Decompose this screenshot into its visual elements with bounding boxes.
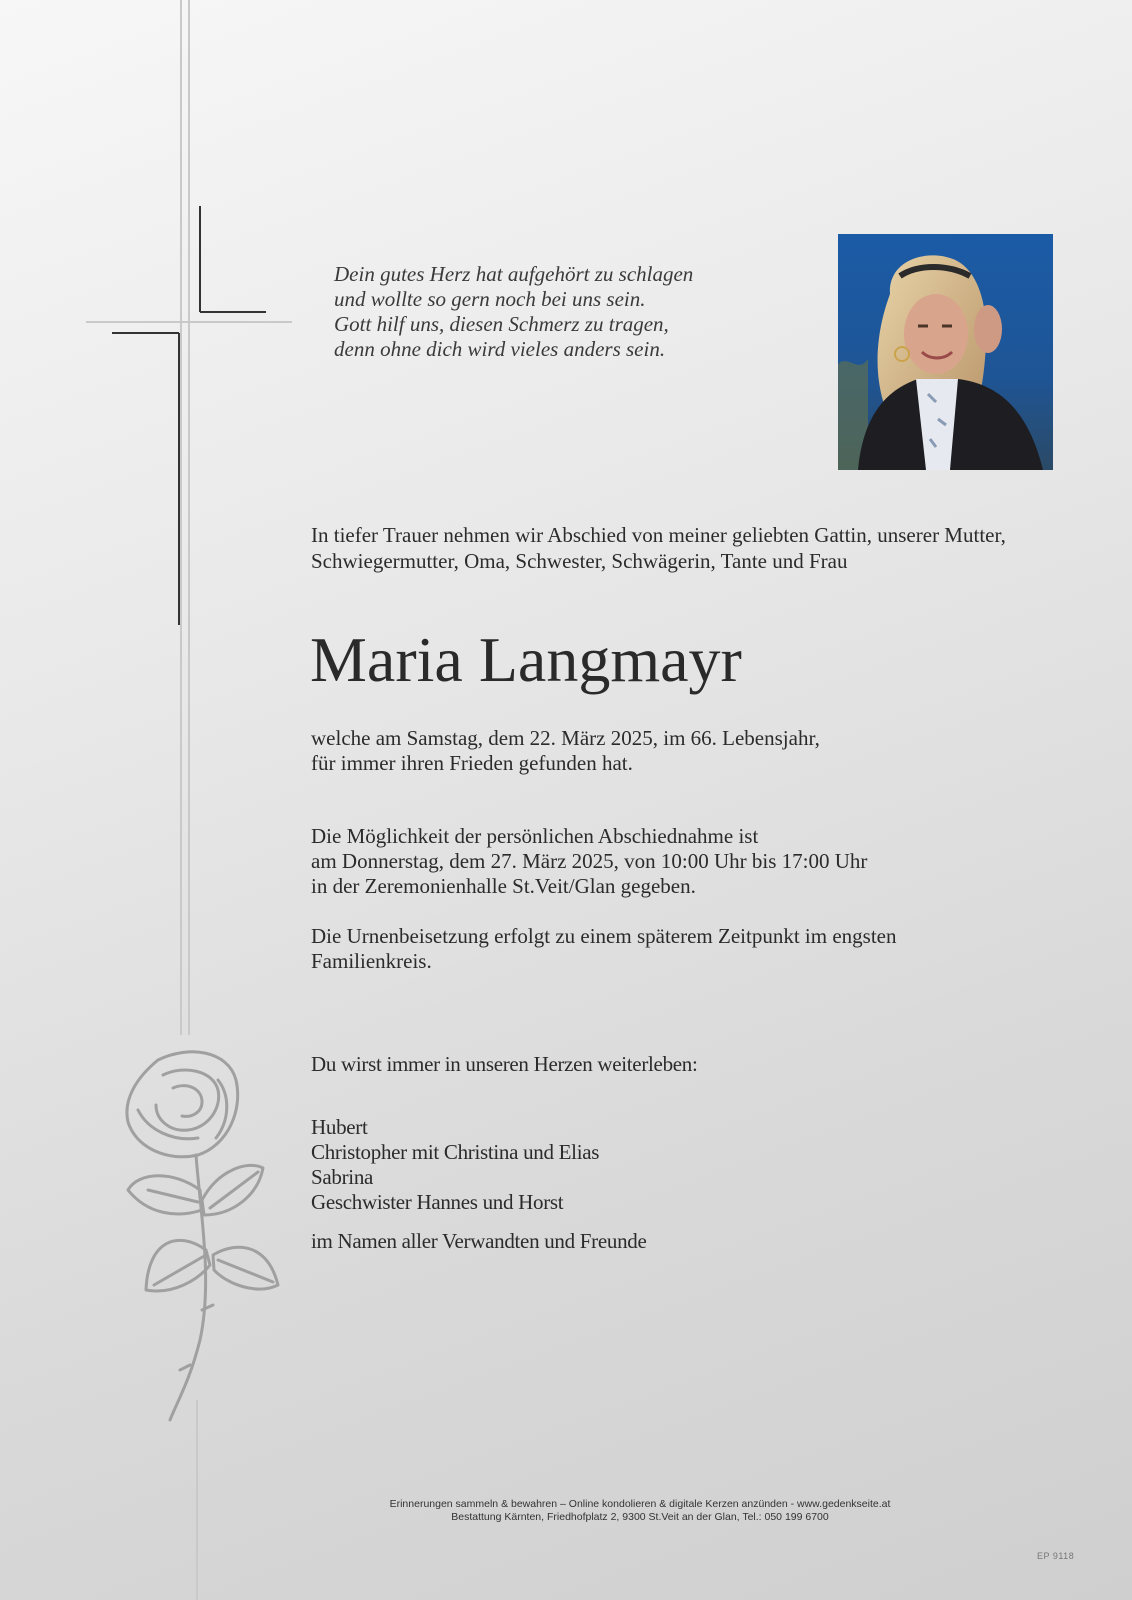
footer-line-address: Bestattung Kärnten, Friedhofplatz 2, 9300 St.Veit an der Glan, Tel.: 050 199 6700 [451, 1511, 829, 1523]
urn-info [311, 924, 1071, 974]
mourning-intro [311, 522, 1111, 574]
verse-line: Gott hilf uns, diesen Schmerz zu tragen, [334, 312, 669, 336]
verse-line: denn ohne dich wird vieles anders sein. [334, 337, 666, 361]
urn-line: Die Urnenbeisetzung erfolgt zu einem späterem Zeitpunkt im engsten [311, 924, 897, 948]
farewell-line: am Donnerstag, dem 27. März 2025, von 10:00 Uhr bis 17:00 Uhr [311, 849, 868, 873]
mourner-item: Sabrina [311, 1165, 374, 1189]
death-notice-line: welche am Samstag, dem 22. März 2025, im 66. Lebensjahr, [311, 726, 820, 750]
farewell-line: Die Möglichkeit der persönlichen Abschiednahme ist [311, 824, 759, 848]
deceased-name: Maria Langmayr [310, 624, 742, 695]
verse-line: und wollte so gern noch bei uns sein. [334, 287, 646, 311]
closing-sentence: Du wirst immer in unseren Herzen weiterleben: [311, 1052, 698, 1076]
mourner-item: Christopher mit Christina und Elias [311, 1140, 600, 1164]
farewell-info [311, 824, 1071, 899]
mourner-item: Geschwister Hannes und Horst [311, 1190, 564, 1214]
farewell-line: in der Zeremonienhalle St.Veit/Glan gegeben. [311, 874, 696, 898]
mourner-item: Hubert [311, 1115, 368, 1139]
memorial-verse [334, 262, 794, 362]
form-code: EP 9118 [1037, 1551, 1075, 1561]
intro-line: In tiefer Trauer nehmen wir Abschied von meiner geliebten Gattin, unserer Mutter, [311, 523, 1006, 547]
portrait-photo [838, 234, 1053, 470]
verse-line: Dein gutes Herz hat aufgehört zu schlagen [334, 262, 694, 286]
urn-line: Familienkreis. [311, 949, 432, 973]
intro-line: Schwiegermutter, Oma, Schwester, Schwägerin, Tante und Frau [311, 549, 848, 573]
behalf-line: im Namen aller Verwandten und Freunde [311, 1229, 647, 1253]
footer [300, 1498, 980, 1524]
rose-icon [118, 1050, 298, 1430]
death-notice-line: für immer ihren Frieden gefunden hat. [311, 751, 633, 775]
portrait-illustration [838, 234, 1053, 470]
footer-line-website: Erinnerungen sammeln & bewahren – Online kondolieren & digitale Kerzen anzünden - www.gedenkseite.at [389, 1498, 891, 1510]
mourners-list [311, 1115, 1071, 1215]
death-notice [311, 726, 1071, 776]
